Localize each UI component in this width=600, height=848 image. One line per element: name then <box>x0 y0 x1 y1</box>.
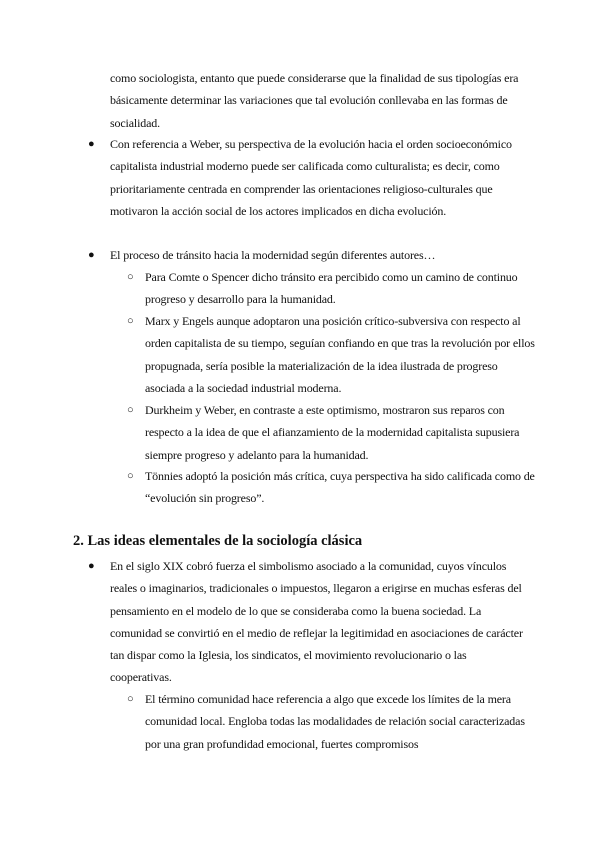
sub-bullet-comte: Para Comte o Spencer dicho tránsito era percibido como un camino de continuo progreso y desarrollo para la humanidad. <box>145 270 518 307</box>
paragraph-continuation: como sociologista, entanto que puede considerarse que la finalidad de sus tipologías era básicamente determinar las variaciones que tal evolución conllevaba en las formas de socialidad. <box>110 71 519 130</box>
sub-bullet-icon: ○ <box>127 404 134 416</box>
bullet-icon: ● <box>88 249 95 261</box>
bullet-proceso: El proceso de tránsito hacia la modernidad según diferentes autores… <box>110 248 436 262</box>
bullet-weber: Con referencia a Weber, su perspectiva de la evolución hacia el orden socioeconómico capitalista industrial moderno puede ser calificada como culturalista; es decir, como prioritariamente centrada en comprender las orientaciones religioso-culturales que motivaron la acción social de los actores implicados en dicha evolución. <box>110 137 512 218</box>
bullet-icon: ● <box>88 560 95 572</box>
bullet-icon: ● <box>88 138 95 150</box>
sub-bullet-marx: Marx y Engels aunque adoptaron una posición crítico-subversiva con respecto al orden capitalista de su tiempo, seguían confiando en que tras la revolución por ellos propugnada, sería posible la materialización de la idea ilustrada de progreso asociada a la sociedad industrial moderna. <box>145 314 535 395</box>
sub-bullet-icon: ○ <box>127 315 134 327</box>
sub-bullet-icon: ○ <box>127 271 134 283</box>
sub-bullet-icon: ○ <box>127 470 134 482</box>
sub-bullet-comunidad: El término comunidad hace referencia a algo que excede los límites de la mera comunidad local. Engloba todas las modalidades de relación social caracterizadas por una gran profundidad emocional, fuertes compromisos <box>145 692 525 751</box>
sub-bullet-icon: ○ <box>127 693 134 705</box>
sub-bullet-tonnies: Tönnies adoptó la posición más crítica, cuya perspectiva ha sido calificada como de “evolución sin progreso”. <box>145 469 535 506</box>
sub-bullet-durkheim: Durkheim y Weber, en contraste a este optimismo, mostraron sus reparos con respecto a la idea de que el afianzamiento de la modernidad capitalista supusiera siempre progreso y adelanto para la humanidad. <box>145 403 520 462</box>
section-heading: 2. Las ideas elementales de la sociología clásica <box>73 533 363 549</box>
bullet-siglo-xix: En el siglo XIX cobró fuerza el simbolismo asociado a la comunidad, cuyos vínculos reales o imaginarios, tradicionales o impuestos, llegaron a erigirse en muchas esferas del pensamiento en el modelo de lo que se consideraba como la buena sociedad. La comunidad se convirtió en el medio de reflejar la legitimidad en asociaciones de carácter tan dispar como la Iglesia, los sindicatos, el movimiento revolucionario o las cooperativas. <box>110 559 523 685</box>
